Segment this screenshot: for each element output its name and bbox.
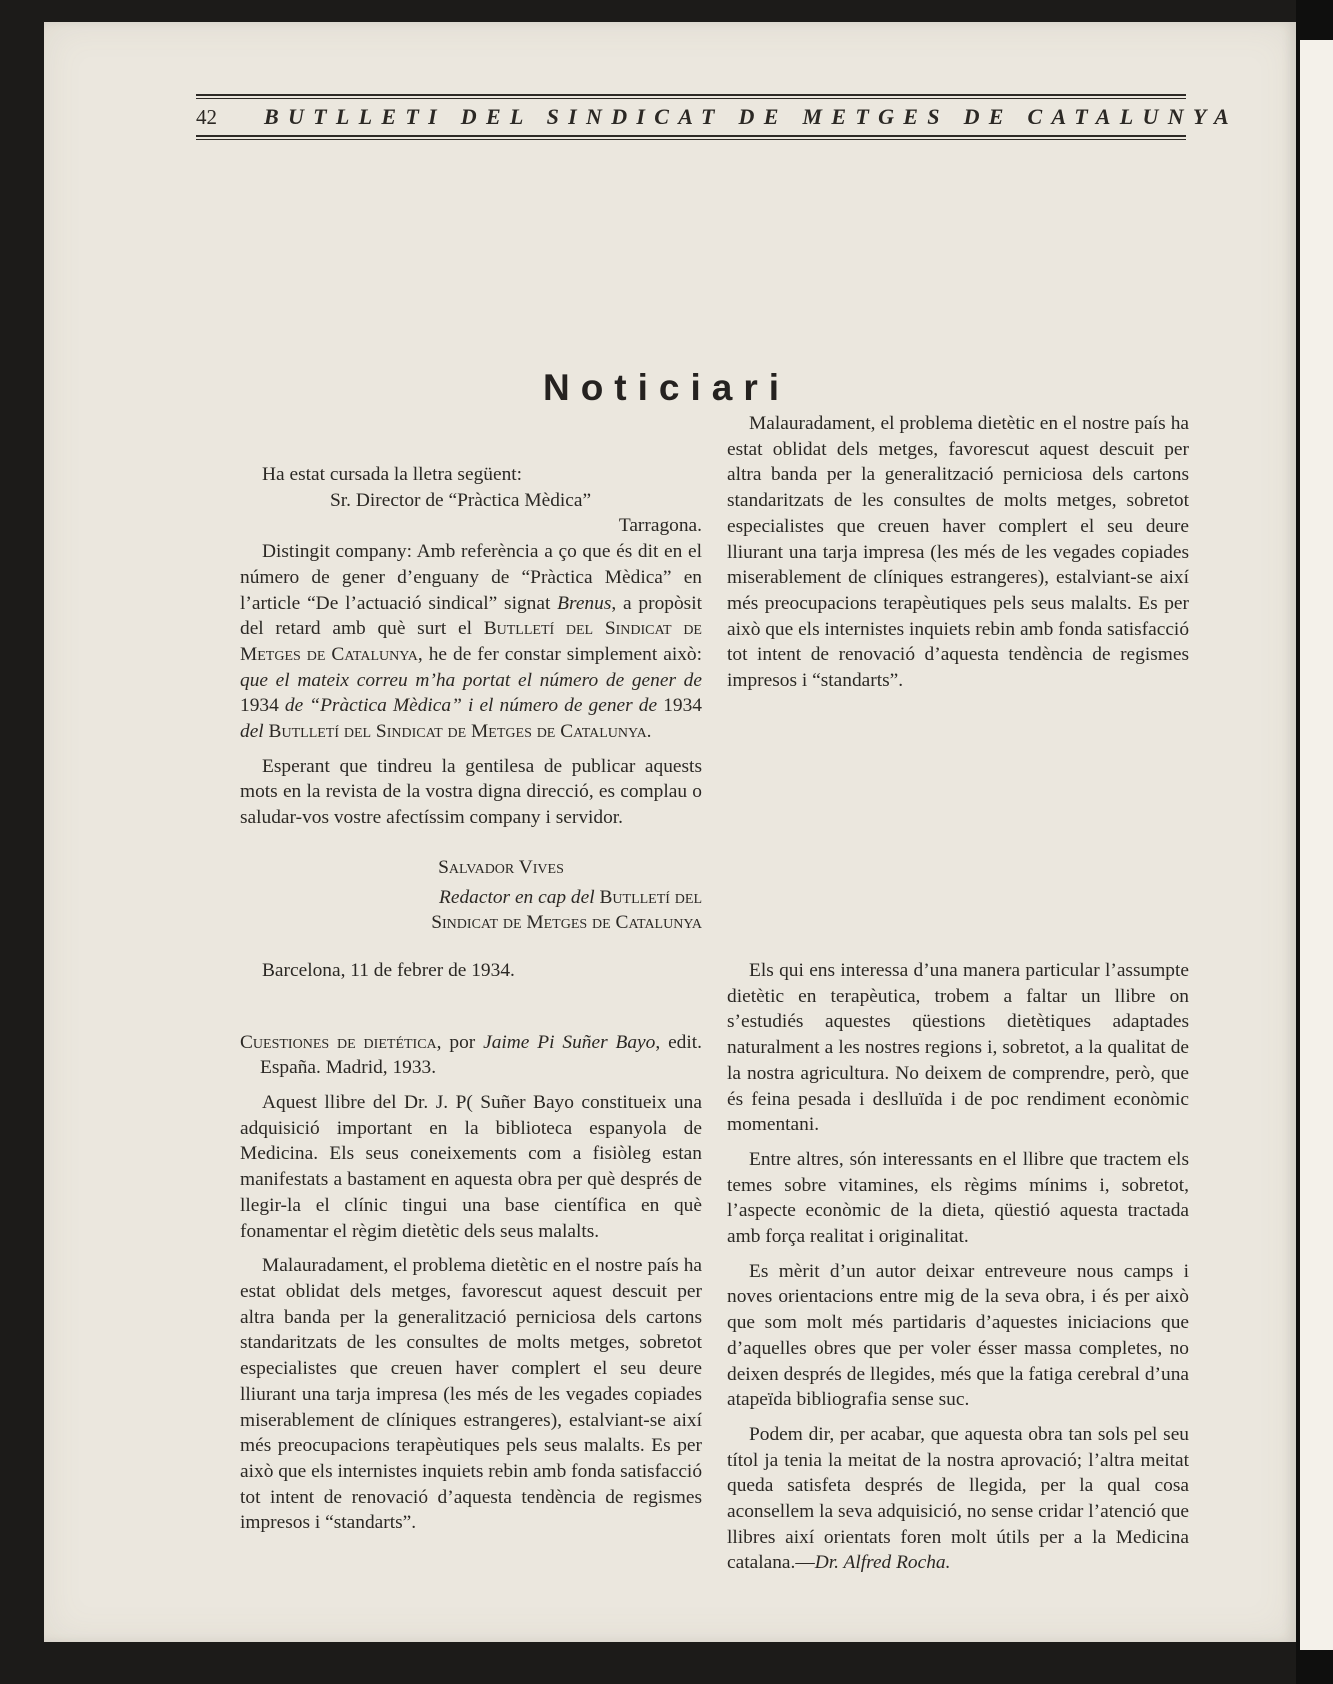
letter-city: Tarragona. <box>618 515 702 537</box>
review-paragraph-2-flow: Malauradament, el problema dietètic en el nostre país ha estat oblidat dels metges, favorescut aquest descuit per altra banda per la generalització perniciosa dels cartons standaritzats de les consultes de molts metges, sobretot especialistes que creuen haver complert el seu deure lliurant una tarja impresa (les més de les vegades copiades miserablement de clíniques estrangeres), estalviant-se així més preocupacions terapèutiques pels seus malalts. Es per això que els internistes inquiets rebin amb fonda satisfacció tot intent de renovació d’aquesta tendència de regismes impresos i “standarts”. <box>727 413 1190 692</box>
header-rule-bottom <box>196 135 1186 137</box>
italic-run: que el mateix correu m’ha portat el número de gener de <box>240 669 702 691</box>
page-number: 42 <box>196 105 217 129</box>
left-column <box>240 462 703 1534</box>
review-paragraph-5: Es mèrit d’un autor deixar entreveure nous camps i noves orientacions entre mig de la seva obra, i és per això que som molt més partidaris d’aquestes iniciacions que d’aquelles obres que per voler ésser massa completes, no deixen després de llegides, més que la fatiga cerebral d’una atapeïda bibliografia sense suc. <box>727 1260 1189 1411</box>
book-reference <box>240 1030 702 1081</box>
header-rule-bottom-thin <box>196 139 1186 140</box>
text-run: , edit. España. Madrid, 1933. <box>260 1031 702 1079</box>
author-pseudonym: Brenus <box>557 592 612 614</box>
letter-addressee: Sr. Director de “Pràctica Mèdica” <box>330 489 592 511</box>
italic-run: de “Pràctica Mèdica” i el número de gener de <box>284 695 658 717</box>
next-page-edge <box>1300 40 1333 1650</box>
text-run: Podem dir, per acabar, que aquesta obra tan sols pel seu títol ja tenia la meitat de la nostra aprovació; l’altra meitat queda satisfeta després de llegida, per la qual cosa aconsellem la seva adquisició, no sense cridar l’atenció que llibres així orientats foren molt útils per a la Medicina catalana.— <box>727 1423 1189 1574</box>
text-run: , a propòsit del retard amb què surt el <box>240 592 702 640</box>
signature-name: Salvador Vives <box>438 856 564 878</box>
review-paragraph-2-start: Malauradament, el problema dietètic en el nostre país ha estat oblidat dels metges, favorescut aquest descuit per altra banda per la generalització perniciosa dels cartons standaritzats de les consultes de molts metges, sobretot especialistes que creuen haver complert el seu deure lliurant una tarja impresa (les més de les vegades copiades miserablement de clíniques estrangeres), estalviant-se així més preocupacions terapèutiques pels seus malalts. Es per això que els internistes inquiets rebin amb fonda satisfacció tot intent de renovació d’aquesta tendència de regismes impresos i “standarts”. <box>240 1255 703 1534</box>
review-paragraph-4: Entre altres, són interessants en el llibre que tractem els temes sobre vitamines, els règims mínims i, sobretot, l’aspecte econòmic de la dieta, qüestió aquesta tractada amb força realitat i originalitat. <box>727 1148 1189 1248</box>
letter-intro: Ha estat cursada la lletra següent: <box>262 464 523 485</box>
right-column <box>727 413 1190 1576</box>
journal-name: Butlletí del Sindicat de Metges de Catalunya. <box>263 721 652 743</box>
letter-place-date: Barcelona, 11 de febrer de 1934. <box>262 959 515 981</box>
header-row <box>196 99 1238 135</box>
book-author: Jaime Pi Suñer Bayo <box>483 1031 656 1053</box>
signature-role <box>240 885 702 911</box>
letter-paragraph-1 <box>240 539 702 745</box>
text-run: , por <box>436 1031 484 1053</box>
review-paragraph-6 <box>727 1422 1189 1576</box>
italic-run: del <box>240 721 264 743</box>
book-title: Cuestiones de dietética <box>240 1031 437 1053</box>
review-paragraph-3: Els qui ens interessa d’una manera particular l’assumpte dietètic en terapèutica, trobem a faltar un llibre on s’estudiés aquestes qüestions dietètiques adaptades naturalment a les nostres regions i, sobretot, a la qualitat de la nostra agricultura. No deixem de comprendre, però, que és feina pesada i deslluïda i de poc rendiment econòmic momentani. <box>727 960 1189 1136</box>
letter-paragraph-2: Esperant que tindreu la gentilesa de publicar aquests mots en la revista de la vostra digna direcció, es complau o saludar-vos vostre afectíssim company i servidor. <box>240 755 702 829</box>
review-paragraph-1: Aquest llibre del Dr. J. P( Suñer Bayo constitueix una adquisició important en la biblioteca espanyola de Medicina. Els seus coneixements com a fisiòleg estan manifestats a bastament en aquesta obra per què després de llegir-la el clínic tingui una base científica en què fonamentar el règim dietètic dels seus malalts. <box>240 1092 702 1242</box>
running-header <box>196 94 1238 140</box>
review-paragraph-2-continued <box>727 411 1189 949</box>
header-rule-top <box>196 94 1186 96</box>
italic-run: Redactor en cap del <box>439 886 595 908</box>
reviewer-name: Dr. Alfred Rocha. <box>814 1552 951 1574</box>
journal-name: Butlletí del Sindicat de Metges de Catalunya <box>240 618 702 665</box>
journal-name: Butlletí del <box>594 886 702 908</box>
running-title: BUTLLETI DEL SINDICAT DE METGES DE CATALUNYA <box>264 104 1238 129</box>
year: 1934 <box>657 695 702 717</box>
signature-role-line-2: Sindicat de Metges de Catalunya <box>431 912 702 934</box>
year: 1934 <box>240 695 285 717</box>
text-run: Distingit company: Amb referència a ço que és dit en el número de gener d’enguany de “Pràctica Mèdica” en l’article “De l’actuació sindical” signat <box>240 541 702 614</box>
section-title: Noticiari <box>542 367 791 408</box>
text-run: , he de fer constar simplement això: <box>417 643 702 665</box>
